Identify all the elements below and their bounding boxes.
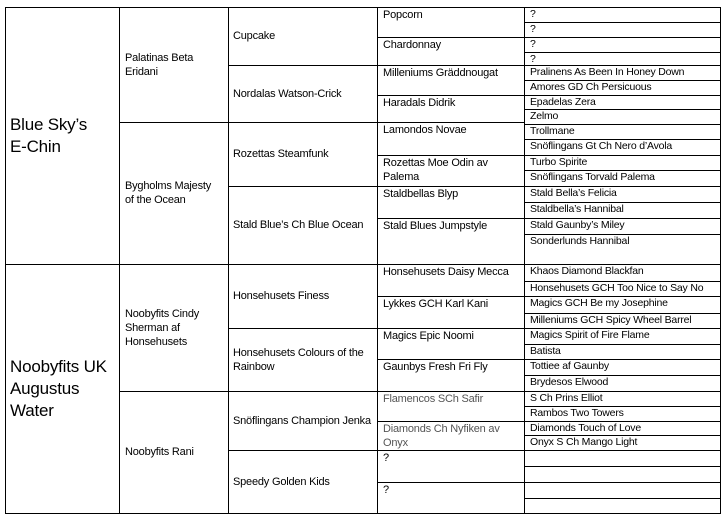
gen3-name: Honsehusets Colours of the Rainbow: [233, 346, 364, 373]
gen5-name: Rambos Two Towers: [530, 407, 624, 419]
gen5-name: Tottiee af Gaunby: [530, 360, 609, 372]
grid-vline: [228, 7, 229, 513]
gen5-name: Batista: [530, 345, 561, 357]
grid-hline: [228, 7, 378, 8]
gen5-name: Amores GD Ch Persicuous: [530, 81, 652, 93]
gen4-name: Stald Blues Jumpstyle: [383, 220, 488, 232]
gen5-name: Trollmane: [530, 125, 575, 137]
grid-hline: [377, 482, 525, 483]
grid-hline: [524, 498, 721, 499]
gen5-name: Epadelas Zera: [530, 96, 596, 108]
grid-hline: [377, 450, 525, 451]
grid-hline: [5, 264, 120, 265]
gen5-name: ?: [530, 23, 536, 35]
grid-hline: [119, 122, 229, 123]
gen5-name: Khaos Diamond Blackfan: [530, 265, 644, 277]
gen5-name: ?: [530, 53, 536, 65]
grid-hline: [228, 450, 378, 451]
grid-vline: [5, 7, 6, 513]
gen2-name: Bygholms Majesty of the Ocean: [125, 180, 212, 206]
gen5-name: Zelmo: [530, 110, 559, 122]
gen4-name: Lykkes GCH Karl Kani: [383, 298, 489, 310]
gen3-name: Stald Blue’s Ch Blue Ocean: [233, 219, 364, 231]
gen5-name: Stald Gaunby’s Miley: [530, 219, 625, 231]
gen5-name: Snöflingans Gt Ch Nero d’Avola: [530, 140, 673, 152]
gen4-name: Diamonds Ch Nyfiken av Onyx: [383, 423, 500, 449]
grid-hline: [228, 186, 378, 187]
gen4-name: ?: [383, 484, 389, 496]
gen4-name: Haradals Didrik: [383, 97, 456, 109]
gen5-name: Snöflingans Torvald Palema: [530, 171, 655, 183]
gen2-name: Noobyfits Cindy Sherman af Honsehusets: [125, 307, 200, 348]
gen4-name: ?: [383, 452, 389, 464]
gen3-name: Rozettas Steamfunk: [233, 148, 329, 160]
grid-hline: [228, 264, 378, 265]
grid-hline: [524, 22, 721, 23]
gen4-name: Gaunbys Fresh Fri Fly: [383, 361, 488, 373]
grid-hline: [119, 264, 229, 265]
gen1-name: Noobyfits UK Augustus Water: [10, 356, 107, 420]
grid-hline: [524, 52, 721, 53]
gen3-name: Cupcake: [233, 30, 276, 42]
grid-hline: [524, 7, 721, 8]
grid-hline: [228, 65, 378, 66]
grid-vline: [524, 7, 525, 513]
gen3-name: Nordalas Watson-Crick: [233, 87, 342, 100]
gen4-name: Chardonnay: [383, 39, 441, 51]
gen5-name: Honsehusets GCH Too Nice to Say No: [530, 282, 704, 294]
gen4-name: Milleniums Gräddnougat: [383, 67, 498, 79]
gen5-name: Magics Spirit of Fire Flame: [530, 329, 650, 341]
gen4-name: Rozettas Moe Odin av Palema: [383, 157, 488, 183]
gen4-name: Lamondos Novae: [383, 124, 467, 136]
gen5-name: Magics GCH Be my Josephine: [530, 297, 668, 309]
gen5-name: Brydesos Elwood: [530, 376, 609, 388]
grid-hline: [5, 7, 120, 8]
gen5-name: Diamonds Touch of Love: [530, 422, 641, 434]
gen4-name: Magics Epic Noomi: [383, 330, 474, 342]
grid-hline: [228, 328, 378, 329]
gen2-name: Palatinas Beta Eridani: [125, 51, 194, 78]
grid-hline: [119, 7, 229, 8]
gen4-name: Popcorn: [383, 9, 423, 21]
gen5-name: Onyx S Ch Mango Light: [530, 436, 638, 448]
gen4-name: Honsehusets Daisy Mecca: [383, 266, 509, 278]
gen5-name: Milleniums GCH Spicy Wheel Barrel: [530, 314, 692, 326]
gen1-name: Blue Sky’s E-Chin: [10, 114, 88, 156]
gen5-name: Turbo Spirite: [530, 156, 588, 168]
grid-hline: [228, 122, 378, 123]
grid-hline: [524, 450, 721, 451]
gen5-name: ?: [530, 38, 536, 50]
grid-hline: [524, 37, 721, 38]
gen5-name: Staldbella’s Hannibal: [530, 203, 624, 215]
grid-hline: [524, 482, 721, 483]
gen4-name: Staldbellas Blyp: [383, 188, 459, 200]
gen2-name: Noobyfits Rani: [125, 446, 194, 458]
grid-hline: [228, 391, 378, 392]
gen3-name: Honsehusets Finess: [233, 290, 330, 302]
gen5-name: Pralinens As Been In Honey Down: [530, 66, 685, 78]
gen5-name: Stald Bella’s Felicia: [530, 187, 617, 199]
gen4-name: Flamencos SCh Safir: [383, 393, 484, 405]
gen5-name: S Ch Prins Elliot: [530, 392, 603, 404]
grid-vline: [119, 7, 120, 513]
gen3-name: Snöflingans Champion Jenka: [233, 414, 371, 427]
gen5-name: Sonderlunds Hannibal: [530, 235, 630, 247]
gen5-name: ?: [530, 8, 536, 20]
grid-vline: [377, 7, 378, 513]
grid-hline: [524, 466, 721, 467]
gen3-name: Speedy Golden Kids: [233, 475, 330, 488]
grid-hline: [119, 391, 229, 392]
